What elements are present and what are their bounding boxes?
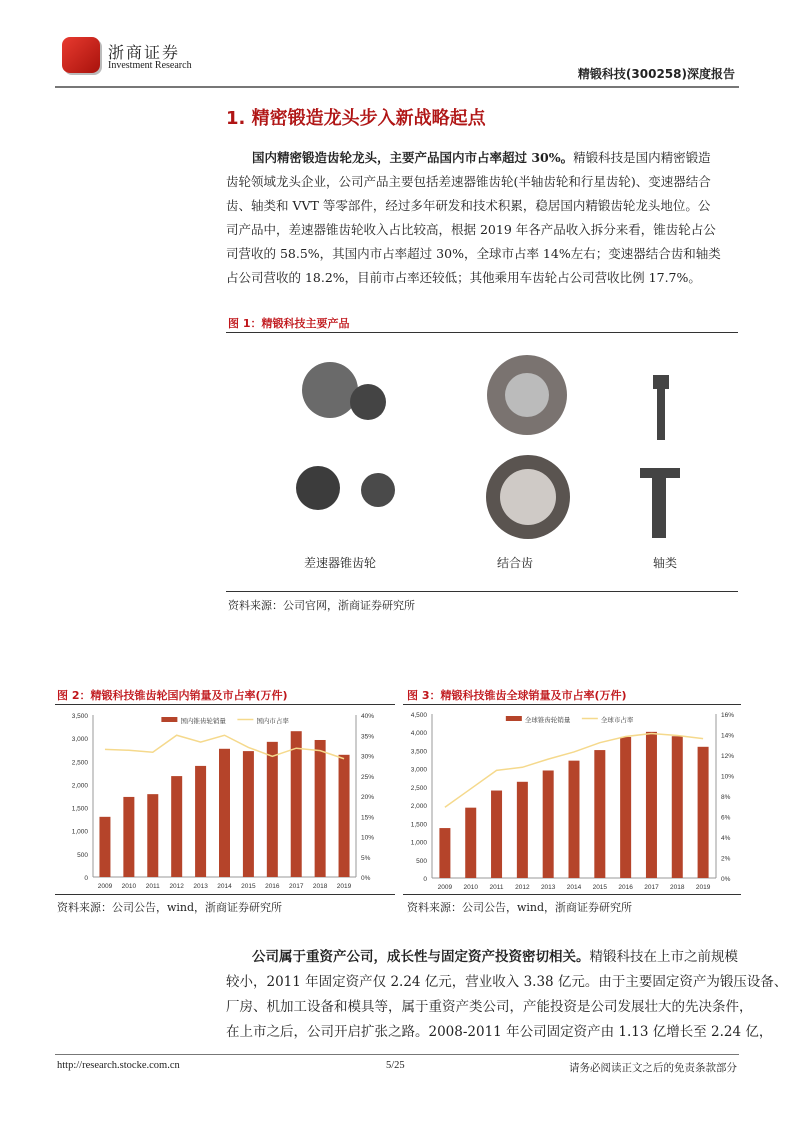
y2-tick-label: 4% xyxy=(721,835,731,842)
y-tick-label: 500 xyxy=(416,857,427,865)
y-tick-label: 2,000 xyxy=(71,782,88,790)
coupling-gear-image xyxy=(486,355,570,539)
x-tick-label: 2015 xyxy=(241,883,256,890)
bar xyxy=(267,742,278,877)
shaft-image xyxy=(640,375,680,538)
legend-bar-swatch xyxy=(161,717,177,722)
bar xyxy=(243,751,254,877)
x-tick-label: 2018 xyxy=(670,884,685,891)
bar xyxy=(123,797,134,877)
logo-icon xyxy=(62,37,100,73)
bar xyxy=(195,766,206,877)
divider xyxy=(403,894,741,895)
bar xyxy=(219,749,230,877)
x-tick-label: 2012 xyxy=(169,883,184,890)
product-images xyxy=(280,350,720,550)
y-tick-label: 0 xyxy=(423,876,427,883)
figure-3-source: 资料来源：公司公告，wind，浙商证券研究所 xyxy=(407,901,633,914)
footer-url[interactable]: http://research.stocke.com.cn xyxy=(57,1060,180,1071)
bar xyxy=(646,732,657,878)
para1-line: 齿轮领域龙头企业，公司产品主要包括差速器锥齿轮(半轴齿轮和行星齿轮)、变速器结合 xyxy=(226,174,711,189)
y-tick-label: 0 xyxy=(84,875,88,882)
product-label: 结合齿 xyxy=(496,556,533,570)
para1-line: 占公司营收的 18.2%，目前市占率还较低；其他乘用车齿轮占公司营收比例 17.7%。 xyxy=(226,270,701,285)
paragraph-2 xyxy=(226,945,787,1045)
legend-label: 全球锥齿轮销量 xyxy=(524,717,571,724)
divider xyxy=(226,591,738,592)
x-tick-label: 2019 xyxy=(695,884,711,891)
y2-tick-label: 10% xyxy=(361,834,375,842)
chart-domestic xyxy=(55,705,395,895)
x-tick-label: 2013 xyxy=(540,884,556,891)
y-tick-label: 1,000 xyxy=(71,828,88,836)
divider xyxy=(226,332,738,333)
product-label: 轴类 xyxy=(652,556,677,570)
bar xyxy=(339,755,350,877)
x-tick-label: 2009 xyxy=(97,883,113,890)
para1-lead: 国内精密锻造齿轮龙头，主要产品国内市占率超过 30%。 xyxy=(252,150,574,165)
y-tick-label: 2,500 xyxy=(71,759,88,767)
x-tick-label: 2016 xyxy=(265,883,280,890)
bar xyxy=(543,770,554,878)
section-title: 1. 精密锻造龙头步入新战略起点 xyxy=(226,108,486,129)
bar xyxy=(147,794,158,877)
logo-text: 浙商证券 xyxy=(108,43,181,62)
figure-3-caption: 图 3：精锻科技锥齿全球销量及市占率(万件) xyxy=(407,689,627,702)
y-tick-label: 1,000 xyxy=(410,839,427,847)
divider xyxy=(55,894,395,895)
y-tick-label: 4,500 xyxy=(410,712,427,719)
bar xyxy=(620,737,631,878)
paragraph-1 xyxy=(226,146,721,290)
chart-global xyxy=(400,705,745,895)
legend-label: 国内市占率 xyxy=(256,718,289,725)
x-tick-label: 2014 xyxy=(217,883,232,890)
y2-tick-label: 15% xyxy=(361,814,375,822)
bar xyxy=(672,736,683,878)
bar xyxy=(171,776,182,877)
y-tick-label: 3,000 xyxy=(410,766,427,774)
y2-tick-label: 0% xyxy=(361,875,371,882)
bar xyxy=(465,808,476,878)
y-tick-label: 1,500 xyxy=(71,805,88,813)
y-tick-label: 500 xyxy=(77,851,88,859)
logo-subtext: Investment Research xyxy=(108,60,192,71)
x-tick-label: 2010 xyxy=(121,883,137,890)
y-tick-label: 2,500 xyxy=(410,784,427,792)
para1-line: 齿、轴类和 VVT 等零部件，经过多年研发和技术积累，稳居国内精锻齿轮龙头地位。公 xyxy=(226,198,711,213)
x-tick-label: 2018 xyxy=(312,883,328,890)
y-tick-label: 3,500 xyxy=(71,713,88,720)
y2-tick-label: 8% xyxy=(721,794,731,801)
figure-2-source: 资料来源：公司公告，wind，浙商证券研究所 xyxy=(57,901,283,914)
x-tick-label: 2019 xyxy=(336,883,352,890)
para2-line: 精锻科技在上市之前规模 xyxy=(589,949,738,965)
para1-line: 司营收的 58.5%，其国内市占率超过 30%，全球市占率 14%左右；变速器结合齿和轴类 xyxy=(226,246,721,261)
x-tick-label: 2015 xyxy=(592,884,608,891)
y2-tick-label: 2% xyxy=(721,855,731,863)
para2-line: 在上市之后，公司开启扩张之路。2008-2011 年公司固定资产由 1.13 亿增长至 2.24 亿， xyxy=(226,1024,773,1040)
y2-tick-label: 10% xyxy=(721,773,735,781)
legend-bar-swatch xyxy=(506,716,522,721)
figure-1-source: 资料来源：公司官网，浙商证券研究所 xyxy=(228,599,415,612)
bevel-gear-image xyxy=(296,362,395,510)
report-title: 精锻科技(300258)深度报告 xyxy=(577,67,735,81)
product-label: 差速器锥齿轮 xyxy=(303,556,376,570)
footer-divider xyxy=(55,1054,739,1055)
x-tick-label: 2013 xyxy=(193,883,208,890)
bar xyxy=(569,761,580,878)
x-tick-label: 2011 xyxy=(145,883,160,890)
legend-label: 全球市占率 xyxy=(600,717,634,724)
bar xyxy=(439,828,450,878)
figure-1-caption: 图 1：精锻科技主要产品 xyxy=(228,317,350,330)
y-tick-label: 3,000 xyxy=(71,736,88,744)
bar xyxy=(594,750,605,878)
para2-lead: 公司属于重资产公司，成长性与固定资产投资密切相关。 xyxy=(252,949,590,965)
y2-tick-label: 20% xyxy=(361,794,375,801)
y-tick-label: 3,500 xyxy=(410,748,427,756)
y2-tick-label: 30% xyxy=(361,753,375,761)
bar xyxy=(99,817,110,877)
y2-tick-label: 40% xyxy=(361,713,375,720)
y2-tick-label: 5% xyxy=(361,854,371,862)
bar xyxy=(315,740,326,877)
y2-tick-label: 16% xyxy=(721,712,735,719)
x-tick-label: 2011 xyxy=(489,884,504,891)
bar xyxy=(291,731,302,877)
y2-tick-label: 14% xyxy=(721,732,735,740)
y2-tick-label: 25% xyxy=(361,773,375,781)
para1-line: 司产品中，差速器锥齿轮收入占比较高，根据 2019 年各产品收入拆分来看，锥齿轮占公 xyxy=(226,222,716,237)
footer-disclaimer: 请务必阅读正文之后的免责条款部分 xyxy=(569,1062,737,1074)
y2-tick-label: 6% xyxy=(721,814,731,822)
x-tick-label: 2017 xyxy=(288,883,304,890)
x-tick-label: 2016 xyxy=(618,884,633,891)
y-tick-label: 1,500 xyxy=(410,821,427,829)
x-tick-label: 2010 xyxy=(463,884,478,891)
x-tick-label: 2014 xyxy=(566,884,582,891)
x-tick-label: 2009 xyxy=(437,884,453,891)
figure-2-caption: 图 2：精锻科技锥齿轮国内销量及市占率(万件) xyxy=(57,689,288,702)
y2-tick-label: 0% xyxy=(721,876,731,883)
y-tick-label: 4,000 xyxy=(410,730,427,738)
x-tick-label: 2012 xyxy=(515,884,530,891)
legend-label: 国内锥齿轮销量 xyxy=(180,718,226,725)
y2-tick-label: 35% xyxy=(361,733,375,741)
page-number: 5/25 xyxy=(386,1060,405,1071)
para2-line: 较小，2011 年固定资产仅 2.24 亿元，营业收入 3.38 亿元。由于主要固定资产为锻压设备、 xyxy=(226,974,788,990)
y-tick-label: 2,000 xyxy=(410,803,427,811)
para1-line: 精锻科技是国内精密锻造 xyxy=(573,150,711,165)
x-tick-label: 2017 xyxy=(644,884,659,891)
header-divider xyxy=(55,86,739,88)
para2-line: 厂房、机加工设备和模具等，属于重资产类公司，产能投资是公司发展壮大的先决条件， xyxy=(226,999,753,1015)
bar xyxy=(491,791,502,878)
y2-tick-label: 12% xyxy=(721,753,735,760)
bar xyxy=(517,782,528,878)
bar xyxy=(698,747,709,878)
